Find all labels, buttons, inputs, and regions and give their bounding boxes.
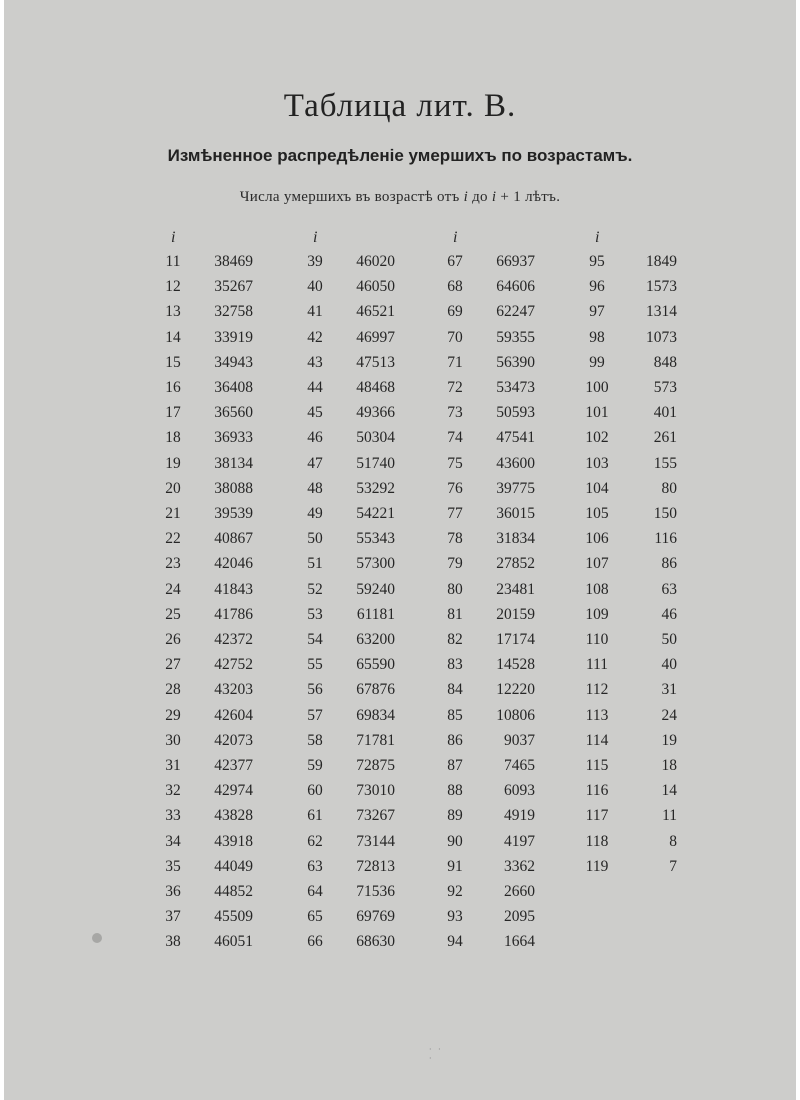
age-cell: 80: [447, 580, 463, 598]
deaths-cell: 39539: [214, 505, 253, 522]
age-cell: 15: [165, 353, 181, 371]
age-cell: 69: [447, 303, 463, 321]
age-cell: 52: [307, 580, 323, 598]
deaths-cell: 44852: [214, 883, 253, 900]
deaths-cell: 33919: [214, 328, 253, 346]
age-cell: 70: [447, 328, 463, 346]
age-cell: 47: [307, 454, 323, 472]
deaths-cell: 43600: [496, 454, 535, 472]
age-cell: 89: [447, 807, 463, 825]
deaths-cell: 31: [661, 681, 677, 699]
age-cell: 16: [165, 379, 181, 396]
deaths-cell: 40: [661, 656, 677, 674]
table-caption: [4, 189, 796, 206]
age-cell: 64: [307, 883, 323, 900]
age-cell: 60: [307, 782, 323, 800]
deaths-cell: 42377: [214, 757, 253, 774]
age-cell: 81: [447, 605, 463, 623]
deaths-cell: 73267: [356, 807, 395, 825]
age-cell: 96: [589, 278, 605, 296]
deaths-cell: 1664: [504, 933, 535, 951]
age-cell: 63: [307, 857, 323, 875]
age-cell: 55: [307, 656, 323, 674]
age-cell: 103: [585, 454, 609, 472]
age-cell: 31: [165, 757, 181, 774]
age-cell: 36: [165, 883, 181, 900]
deaths-cell: 38469: [214, 253, 253, 270]
age-cell: 87: [447, 757, 463, 774]
deaths-cell: 47513: [356, 353, 395, 371]
paper-blemish: [92, 933, 102, 943]
deaths-cell: 46050: [356, 278, 395, 296]
deaths-cell: 50304: [356, 429, 395, 447]
deaths-cell: 40867: [214, 530, 253, 548]
deaths-cell: 1849: [646, 253, 677, 270]
age-cell: 90: [447, 832, 463, 850]
deaths-cell: 71536: [356, 883, 395, 900]
deaths-cell: 261: [653, 429, 677, 447]
caption-text-start: Числа умершихъ въ возрастѣ отъ: [239, 189, 464, 205]
age-cell: 114: [585, 731, 609, 749]
table-subtitle: Измѣненное распредѣленіе умершихъ по возрастамъ.: [167, 146, 633, 165]
deaths-cell: 42046: [214, 555, 253, 573]
deaths-cell: 7465: [504, 757, 535, 774]
age-cell: 98: [589, 328, 605, 346]
age-cell: 75: [447, 454, 463, 472]
column-header-3: i: [453, 229, 458, 246]
deaths-cell: 573: [653, 379, 677, 396]
age-cell: 22: [165, 530, 181, 548]
deaths-cell: 42073: [214, 731, 253, 749]
age-cell: 118: [585, 832, 609, 850]
age-cell: 27: [165, 656, 181, 674]
age-cell: 88: [447, 782, 463, 800]
age-cell: 113: [585, 706, 609, 724]
deaths-cell: 50593: [496, 404, 535, 422]
age-cell: 94: [447, 933, 463, 951]
deaths-cell: 43203: [214, 681, 253, 699]
deaths-cell: 64606: [496, 278, 535, 296]
deaths-cell: 1573: [646, 278, 677, 296]
age-cell: 72: [447, 379, 463, 396]
age-cell: 32: [165, 782, 181, 800]
deaths-cell: 42752: [214, 656, 253, 674]
age-cell: 18: [165, 429, 181, 447]
age-cell: 100: [585, 379, 609, 396]
age-cell: 83: [447, 656, 463, 674]
deaths-cell: 46: [661, 605, 677, 623]
deaths-cell: 63200: [356, 631, 395, 648]
deaths-cell: 14528: [496, 656, 535, 674]
deaths-cell: 1314: [646, 303, 677, 321]
age-cell: 110: [585, 631, 609, 648]
age-cell: 95: [589, 253, 605, 270]
deaths-cell: 86: [661, 555, 677, 573]
age-cell: 12: [165, 278, 181, 296]
caption-text-end: + 1 лѣтъ.: [496, 189, 561, 205]
age-cell: 42: [307, 328, 323, 346]
age-cell: 44: [307, 379, 323, 396]
deaths-cell: 42372: [214, 631, 253, 648]
deaths-cell: 27852: [496, 555, 535, 573]
age-cell: 117: [585, 807, 609, 825]
deaths-cell: 1073: [646, 328, 677, 346]
deaths-cell: 55343: [356, 530, 395, 548]
age-cell: 78: [447, 530, 463, 548]
age-cell: 102: [585, 429, 609, 447]
deaths-cell: 41786: [214, 605, 253, 623]
column-header-4: i: [595, 229, 600, 246]
age-cell: 25: [165, 605, 181, 623]
deaths-cell: 150: [653, 505, 677, 522]
age-cell: 38: [165, 933, 181, 951]
age-cell: 45: [307, 404, 323, 422]
deaths-cell: 69769: [356, 908, 395, 926]
age-cell: 23: [165, 555, 181, 573]
deaths-cell: 73144: [356, 832, 395, 850]
age-cell: 112: [585, 681, 609, 699]
age-cell: 71: [447, 353, 463, 371]
age-cell: 54: [307, 631, 323, 648]
deaths-cell: 6093: [504, 782, 535, 800]
age-cell: 116: [585, 782, 609, 800]
deaths-cell: 12220: [496, 681, 535, 699]
age-cell: 62: [307, 832, 323, 850]
deaths-cell: 11: [662, 807, 677, 825]
age-cell: 33: [165, 807, 181, 825]
deaths-cell: 155: [653, 454, 677, 472]
deaths-cell: 4919: [504, 807, 535, 825]
age-cell: 53: [307, 605, 323, 623]
age-cell: 76: [447, 479, 463, 497]
age-cell: 85: [447, 706, 463, 724]
deaths-cell: 65590: [356, 656, 395, 674]
age-cell: 91: [447, 857, 463, 875]
deaths-cell: 53292: [356, 479, 395, 497]
age-cell: 86: [447, 731, 463, 749]
scanned-page: [4, 0, 796, 1100]
deaths-cell: 116: [654, 530, 677, 548]
deaths-cell: 57300: [356, 555, 395, 573]
age-cell: 28: [165, 681, 181, 699]
age-cell: 51: [307, 555, 323, 573]
age-cell: 61: [307, 807, 323, 825]
deaths-cell: 61181: [356, 605, 395, 623]
deaths-cell: 69834: [356, 706, 395, 724]
deaths-cell: 67876: [356, 681, 395, 699]
age-cell: 84: [447, 681, 463, 699]
deaths-cell: 17174: [496, 631, 535, 648]
deaths-cell: 36015: [496, 505, 535, 522]
age-cell: 57: [307, 706, 323, 724]
age-cell: 108: [585, 580, 609, 598]
age-cell: 101: [585, 404, 609, 422]
deaths-cell: 2660: [504, 883, 535, 900]
deaths-cell: 36560: [214, 404, 253, 422]
age-cell: 111: [585, 656, 609, 674]
page-footer-mark: · · ·: [429, 1045, 443, 1063]
age-cell: 109: [585, 605, 609, 623]
age-cell: 77: [447, 505, 463, 522]
deaths-cell: 63: [661, 580, 677, 598]
age-cell: 82: [447, 631, 463, 648]
deaths-cell: 10806: [496, 706, 535, 724]
age-cell: 43: [307, 353, 323, 371]
deaths-cell: 34943: [214, 353, 253, 371]
deaths-cell: 46521: [356, 303, 395, 321]
deaths-cell: 24: [661, 706, 677, 724]
deaths-cell: 23481: [496, 580, 535, 598]
age-cell: 97: [589, 303, 605, 321]
deaths-cell: 36933: [214, 429, 253, 447]
age-cell: 59: [307, 757, 323, 774]
deaths-cell: 19: [661, 731, 677, 749]
age-cell: 56: [307, 681, 323, 699]
column-header-2: i: [313, 229, 318, 246]
age-cell: 99: [589, 353, 605, 371]
deaths-cell: 59355: [496, 328, 535, 346]
deaths-cell: 32758: [214, 303, 253, 321]
deaths-cell: 45509: [214, 908, 253, 926]
caption-variable-i: i: [463, 189, 469, 205]
age-cell: 35: [165, 857, 181, 875]
deaths-cell: 72813: [356, 857, 395, 875]
column-header-1: i: [171, 229, 176, 246]
deaths-cell: 35267: [214, 278, 253, 296]
deaths-cell: 80: [661, 479, 677, 497]
age-cell: 106: [585, 530, 609, 548]
deaths-cell: 43828: [214, 807, 253, 825]
age-cell: 34: [165, 832, 181, 850]
age-cell: 93: [447, 908, 463, 926]
age-cell: 50: [307, 530, 323, 548]
deaths-cell: 68630: [356, 933, 395, 951]
deaths-cell: 7: [669, 857, 677, 875]
deaths-cell: 72875: [356, 757, 395, 774]
deaths-cell: 43918: [214, 832, 253, 850]
age-cell: 65: [307, 908, 323, 926]
age-cell: 104: [585, 479, 609, 497]
deaths-cell: 47541: [496, 429, 535, 447]
age-cell: 13: [165, 303, 181, 321]
age-cell: 107: [585, 555, 609, 573]
deaths-cell: 51740: [356, 454, 395, 472]
deaths-cell: 50: [661, 631, 677, 648]
deaths-cell: 41843: [214, 580, 253, 598]
deaths-cell: 20159: [496, 605, 535, 623]
deaths-cell: 31834: [496, 530, 535, 548]
deaths-cell: 54221: [356, 505, 395, 522]
deaths-cell: 18: [661, 757, 677, 774]
age-cell: 68: [447, 278, 463, 296]
age-cell: 58: [307, 731, 323, 749]
age-cell: 66: [307, 933, 323, 951]
deaths-cell: 42604: [214, 706, 253, 724]
deaths-cell: 8: [669, 832, 677, 850]
deaths-cell: 4197: [504, 832, 535, 850]
age-cell: 20: [165, 479, 181, 497]
age-cell: 37: [165, 908, 181, 926]
deaths-cell: 3362: [504, 857, 535, 875]
deaths-cell: 36408: [214, 379, 253, 396]
age-cell: 24: [165, 580, 181, 598]
deaths-cell: 2095: [504, 908, 535, 926]
deaths-cell: 73010: [356, 782, 395, 800]
deaths-cell: 49366: [356, 404, 395, 422]
deaths-cell: 46051: [214, 933, 253, 951]
age-cell: 30: [165, 731, 181, 749]
age-cell: 29: [165, 706, 181, 724]
age-cell: 92: [447, 883, 463, 900]
deaths-cell: 848: [653, 353, 677, 371]
age-cell: 67: [447, 253, 463, 270]
age-cell: 48: [307, 479, 323, 497]
deaths-cell: 66937: [496, 253, 535, 270]
age-cell: 73: [447, 404, 463, 422]
age-cell: 115: [585, 757, 609, 774]
deaths-cell: 44049: [214, 857, 253, 875]
deaths-cell: 46020: [356, 253, 395, 270]
age-cell: 19: [165, 454, 181, 472]
age-cell: 26: [165, 631, 181, 648]
deaths-cell: 56390: [496, 353, 535, 371]
age-cell: 46: [307, 429, 323, 447]
caption-text-middle: до: [468, 189, 492, 205]
age-cell: 21: [165, 505, 181, 522]
deaths-cell: 46997: [356, 328, 395, 346]
age-cell: 105: [585, 505, 609, 522]
deaths-cell: 9037: [504, 731, 535, 749]
age-cell: 39: [307, 253, 323, 270]
age-cell: 41: [307, 303, 323, 321]
deaths-cell: 39775: [496, 479, 535, 497]
deaths-cell: 42974: [214, 782, 253, 800]
age-cell: 11: [165, 253, 181, 270]
deaths-cell: 62247: [496, 303, 535, 321]
deaths-cell: 59240: [356, 580, 395, 598]
age-cell: 74: [447, 429, 463, 447]
age-cell: 79: [447, 555, 463, 573]
deaths-cell: 48468: [356, 379, 395, 396]
caption-variable-i-2: i: [491, 189, 497, 205]
deaths-cell: 38134: [214, 454, 253, 472]
deaths-cell: 71781: [356, 731, 395, 749]
deaths-cell: 14: [661, 782, 677, 800]
age-cell: 40: [307, 278, 323, 296]
age-cell: 14: [165, 328, 181, 346]
age-cell: 119: [585, 857, 609, 875]
age-cell: 49: [307, 505, 323, 522]
age-cell: 17: [165, 404, 181, 422]
page-title: Таблица лит. В.: [283, 88, 517, 124]
deaths-cell: 38088: [214, 479, 253, 497]
deaths-cell: 401: [653, 404, 677, 422]
deaths-cell: 53473: [496, 379, 535, 396]
